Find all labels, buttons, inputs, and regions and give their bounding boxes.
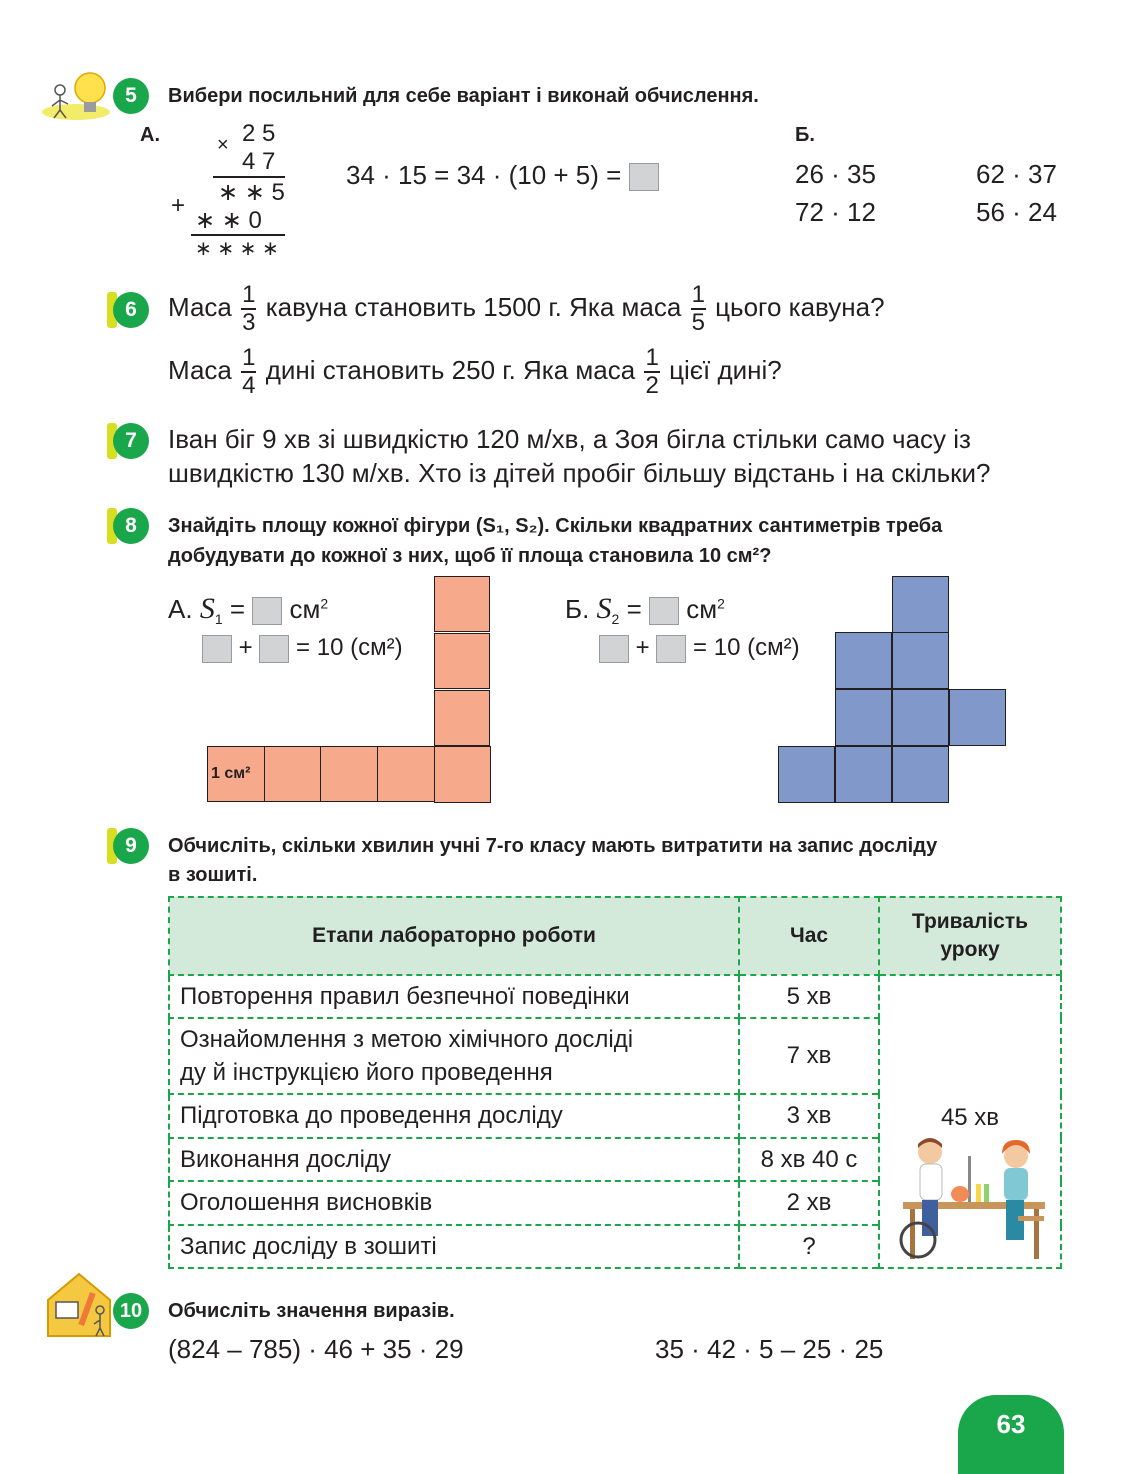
task-number-badge: 9 — [113, 828, 149, 864]
task-number-badge: 10 — [113, 1293, 149, 1329]
area-symbol: S — [596, 592, 612, 625]
variant-b-label: Б. — [795, 124, 815, 146]
cell-unit-label: 1 см² — [211, 765, 251, 782]
task-9-line-2: в зошиті. — [168, 864, 258, 886]
subscript: 2 — [611, 611, 620, 628]
column-header: Тривалість уроку — [879, 897, 1061, 975]
fraction — [691, 282, 706, 336]
stage-cell: Оголошення висновків — [169, 1181, 739, 1225]
grid-cell — [434, 633, 490, 689]
lightbulb-icon — [40, 66, 112, 122]
time-cell: 7 хв — [739, 1018, 879, 1094]
denominator: 4 — [242, 372, 256, 399]
time-cell: 3 хв — [739, 1094, 879, 1138]
column-header: Етапи лабораторно роботи — [169, 897, 739, 975]
task-number-badge: 5 — [113, 78, 149, 114]
unit: см — [686, 594, 718, 624]
equals: = — [229, 594, 246, 624]
task-number-badge: 8 — [113, 508, 149, 544]
task-7-line-2: швидкістю 130 м/хв. Хто із дітей пробіг більшу відстань і на скільки? — [168, 458, 991, 488]
fraction — [644, 345, 659, 399]
stage-cell: Запис досліду в зошиті — [169, 1225, 739, 1268]
text: Маса — [168, 354, 232, 385]
task-9-line-1: Обчисліть, скільки хвилин учні 7-го класу мають витратити на запис досліду — [168, 835, 938, 857]
column-multiplication — [165, 120, 295, 265]
figure-a-sum-equation — [202, 634, 403, 663]
times-sign: × — [217, 134, 229, 156]
multiplier: 4 7 — [242, 148, 276, 175]
label: Б. — [565, 594, 590, 624]
text: дині становить 250 г. Яка маса — [265, 354, 636, 385]
answer-box[interactable] — [252, 597, 282, 625]
fraction — [241, 282, 256, 336]
variant-b-expression: 56 · 24 — [976, 197, 1057, 227]
stage-cell: Підготовка до проведення досліду — [169, 1094, 739, 1138]
plus: + — [635, 634, 650, 661]
task-6-line-2 — [168, 345, 782, 399]
expression-2: 35 · 42 · 5 – 25 · 25 — [655, 1334, 884, 1364]
task-7-line-1: Іван біг 9 хв зі швидкістю 120 м/хв, а Зоя бігла стільки само часу із — [168, 424, 971, 454]
text: Маса — [168, 291, 232, 322]
grid-cell — [207, 746, 265, 802]
grid-cell — [434, 576, 490, 632]
time-cell: ? — [739, 1225, 879, 1268]
page-number: 63 — [958, 1395, 1064, 1474]
label: А. — [168, 594, 193, 624]
task-instruction: Обчисліть значення виразів. — [168, 1300, 455, 1322]
grid-cell — [778, 746, 835, 803]
distributive-expression — [346, 160, 659, 191]
stage-text: ду й інструкцією його проведення — [180, 1059, 553, 1086]
unit-exponent: 2 — [320, 595, 329, 612]
grid-cell — [835, 746, 892, 803]
lab-students-illustration — [898, 1136, 1048, 1262]
column-header: Час — [739, 897, 879, 975]
area-symbol: S — [199, 592, 215, 625]
answer-box[interactable] — [629, 163, 659, 191]
variant-b-expression: 72 · 12 — [795, 197, 876, 227]
grid-cell — [377, 746, 435, 802]
task-8-line-1: Знайдіть площу кожної фігури (S₁, S₂). Скільки квадратних сантиметрів треба — [168, 515, 943, 537]
grid-cell — [892, 576, 949, 633]
task-instruction: Вибери посильний для себе варіант і виконай обчислення. — [168, 85, 759, 107]
task-number-badge: 6 — [113, 292, 149, 328]
table-header-row — [169, 897, 1061, 975]
time-cell: 5 хв — [739, 975, 879, 1018]
stage-cell: Повторення правил безпечної поведінки — [169, 975, 739, 1018]
table-row — [169, 975, 1061, 1018]
duration-cell — [879, 975, 1061, 1268]
denominator: 5 — [691, 309, 705, 336]
answer-box[interactable] — [656, 635, 686, 663]
lab-work-table — [168, 896, 1062, 1269]
numerator: 1 — [691, 281, 705, 308]
numerator: 1 — [645, 344, 659, 371]
grid-cell — [892, 632, 949, 689]
grid-cell — [892, 746, 949, 803]
answer-box[interactable] — [202, 635, 232, 663]
result: = 10 (см²) — [296, 634, 403, 661]
grid-cell — [434, 746, 491, 803]
plus-sign: + — [171, 192, 186, 219]
partial-product-1: ∗ ∗ 5 — [218, 179, 285, 206]
text: цієї дині? — [669, 354, 782, 385]
stage-cell — [169, 1018, 739, 1094]
grid-cell — [835, 689, 892, 746]
grid-cell — [892, 689, 949, 746]
time-cell: 2 хв — [739, 1181, 879, 1225]
variant-b-expression: 26 · 35 — [795, 159, 876, 189]
grid-cell — [835, 632, 892, 689]
text: кавуна становить 1500 г. Яка маса — [265, 291, 682, 322]
duration-value: 45 хв — [940, 1104, 1000, 1131]
task-number-badge: 7 — [113, 423, 149, 459]
product-result: ∗ ∗ ∗ ∗ — [195, 238, 279, 260]
stage-cell: Виконання досліду — [169, 1138, 739, 1181]
time-cell: 8 хв 40 с — [739, 1138, 879, 1181]
house-pencil-icon — [44, 1270, 114, 1340]
text: цього кавуна? — [715, 291, 885, 322]
grid-cell — [434, 690, 490, 746]
variant-b-expression: 62 · 37 — [976, 159, 1057, 189]
expression-1: (824 – 785) · 46 + 35 · 29 — [168, 1334, 464, 1364]
denominator: 3 — [242, 309, 256, 336]
answer-box[interactable] — [599, 635, 629, 663]
grid-cell — [264, 746, 321, 802]
task-6-line-1 — [168, 282, 885, 336]
multiplicand: 2 5 — [242, 120, 276, 147]
grid-cell — [320, 746, 378, 802]
result: = 10 (см²) — [693, 634, 800, 661]
denominator: 2 — [645, 372, 659, 399]
unit-exponent: 2 — [717, 595, 725, 612]
subscript: 1 — [214, 611, 223, 628]
numerator: 1 — [242, 281, 256, 308]
expression-text: 34 · 15 = 34 · (10 + 5) = — [346, 160, 622, 190]
figure-a-area-equation — [168, 592, 328, 627]
fraction — [241, 345, 256, 399]
variant-a-label: А. — [140, 124, 160, 146]
figure-b-sum-equation — [599, 634, 800, 663]
task-8-line-2: добудувати до кожної з них, щоб її площа становила 10 см²? — [168, 545, 772, 567]
answer-box[interactable] — [259, 635, 289, 663]
numerator: 1 — [242, 344, 256, 371]
plus: + — [238, 634, 253, 661]
figure-b-area-equation — [565, 592, 725, 627]
unit: см — [289, 594, 321, 624]
partial-product-2: ∗ ∗ 0 — [195, 207, 262, 234]
equals: = — [626, 594, 642, 624]
stage-text: Ознайомлення з метою хімічного досліді — [180, 1026, 634, 1053]
grid-cell — [949, 689, 1006, 746]
answer-box[interactable] — [649, 597, 679, 625]
